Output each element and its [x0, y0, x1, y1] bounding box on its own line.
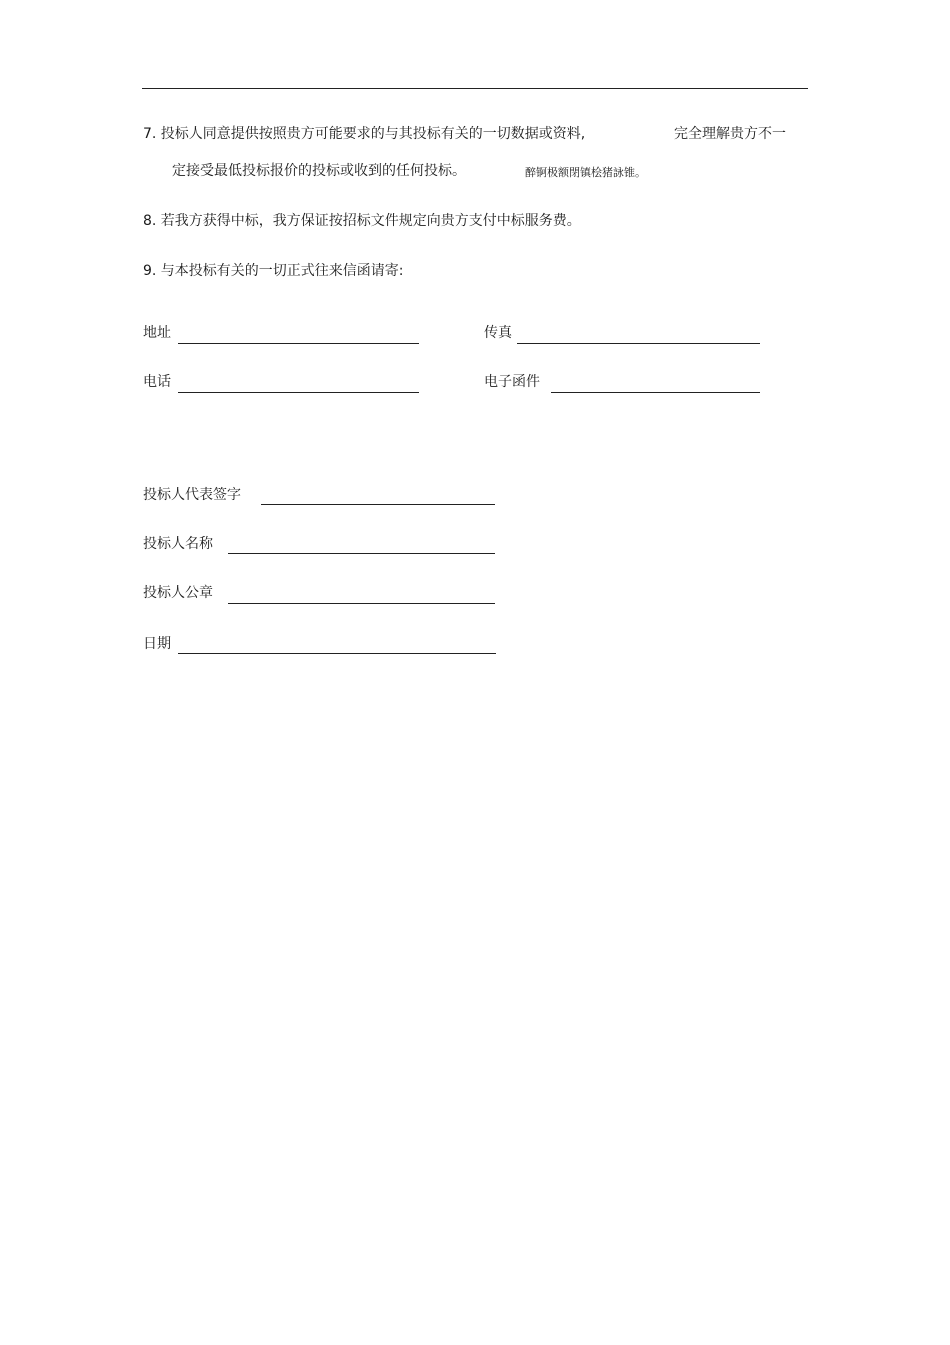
bidder-name-label: 投标人名称: [143, 536, 213, 552]
address-field[interactable]: [178, 343, 419, 344]
date-label: 日期: [143, 636, 171, 652]
clause-8: 8. 若我方获得中标，我方保证按招标文件规定向贵方支付中标服务费。: [143, 213, 581, 229]
bidder-seal-field[interactable]: [228, 603, 495, 604]
bidder-seal-label: 投标人公章: [143, 585, 213, 601]
email-label: 电子函件: [484, 374, 540, 390]
clause-7-line-1-end: 完全理解贵方不一: [674, 126, 786, 142]
clause-7-line-2: 定接受最低投标报价的投标或收到的任何投标。: [172, 163, 466, 179]
clause-7-line-1: 7. 投标人同意提供按照贵方可能要求的与其投标有关的一切数据或资料,: [143, 126, 586, 142]
rep-signature-field[interactable]: [261, 504, 495, 505]
date-field[interactable]: [178, 653, 496, 654]
rep-signature-label: 投标人代表签字: [143, 487, 241, 503]
phone-label: 电话: [143, 374, 171, 390]
header-rule: [142, 88, 808, 89]
clause-9: 9. 与本投标有关的一切正式往来信函请寄:: [143, 263, 404, 279]
fax-label: 传真: [484, 325, 512, 341]
fax-field[interactable]: [517, 343, 760, 344]
email-field[interactable]: [551, 392, 760, 393]
bidder-name-field[interactable]: [228, 553, 495, 554]
phone-field[interactable]: [178, 392, 419, 393]
clause-7-garbled-text: 醉锕极额閉镇桧猪詠锥。: [525, 166, 646, 179]
address-label: 地址: [143, 325, 171, 341]
